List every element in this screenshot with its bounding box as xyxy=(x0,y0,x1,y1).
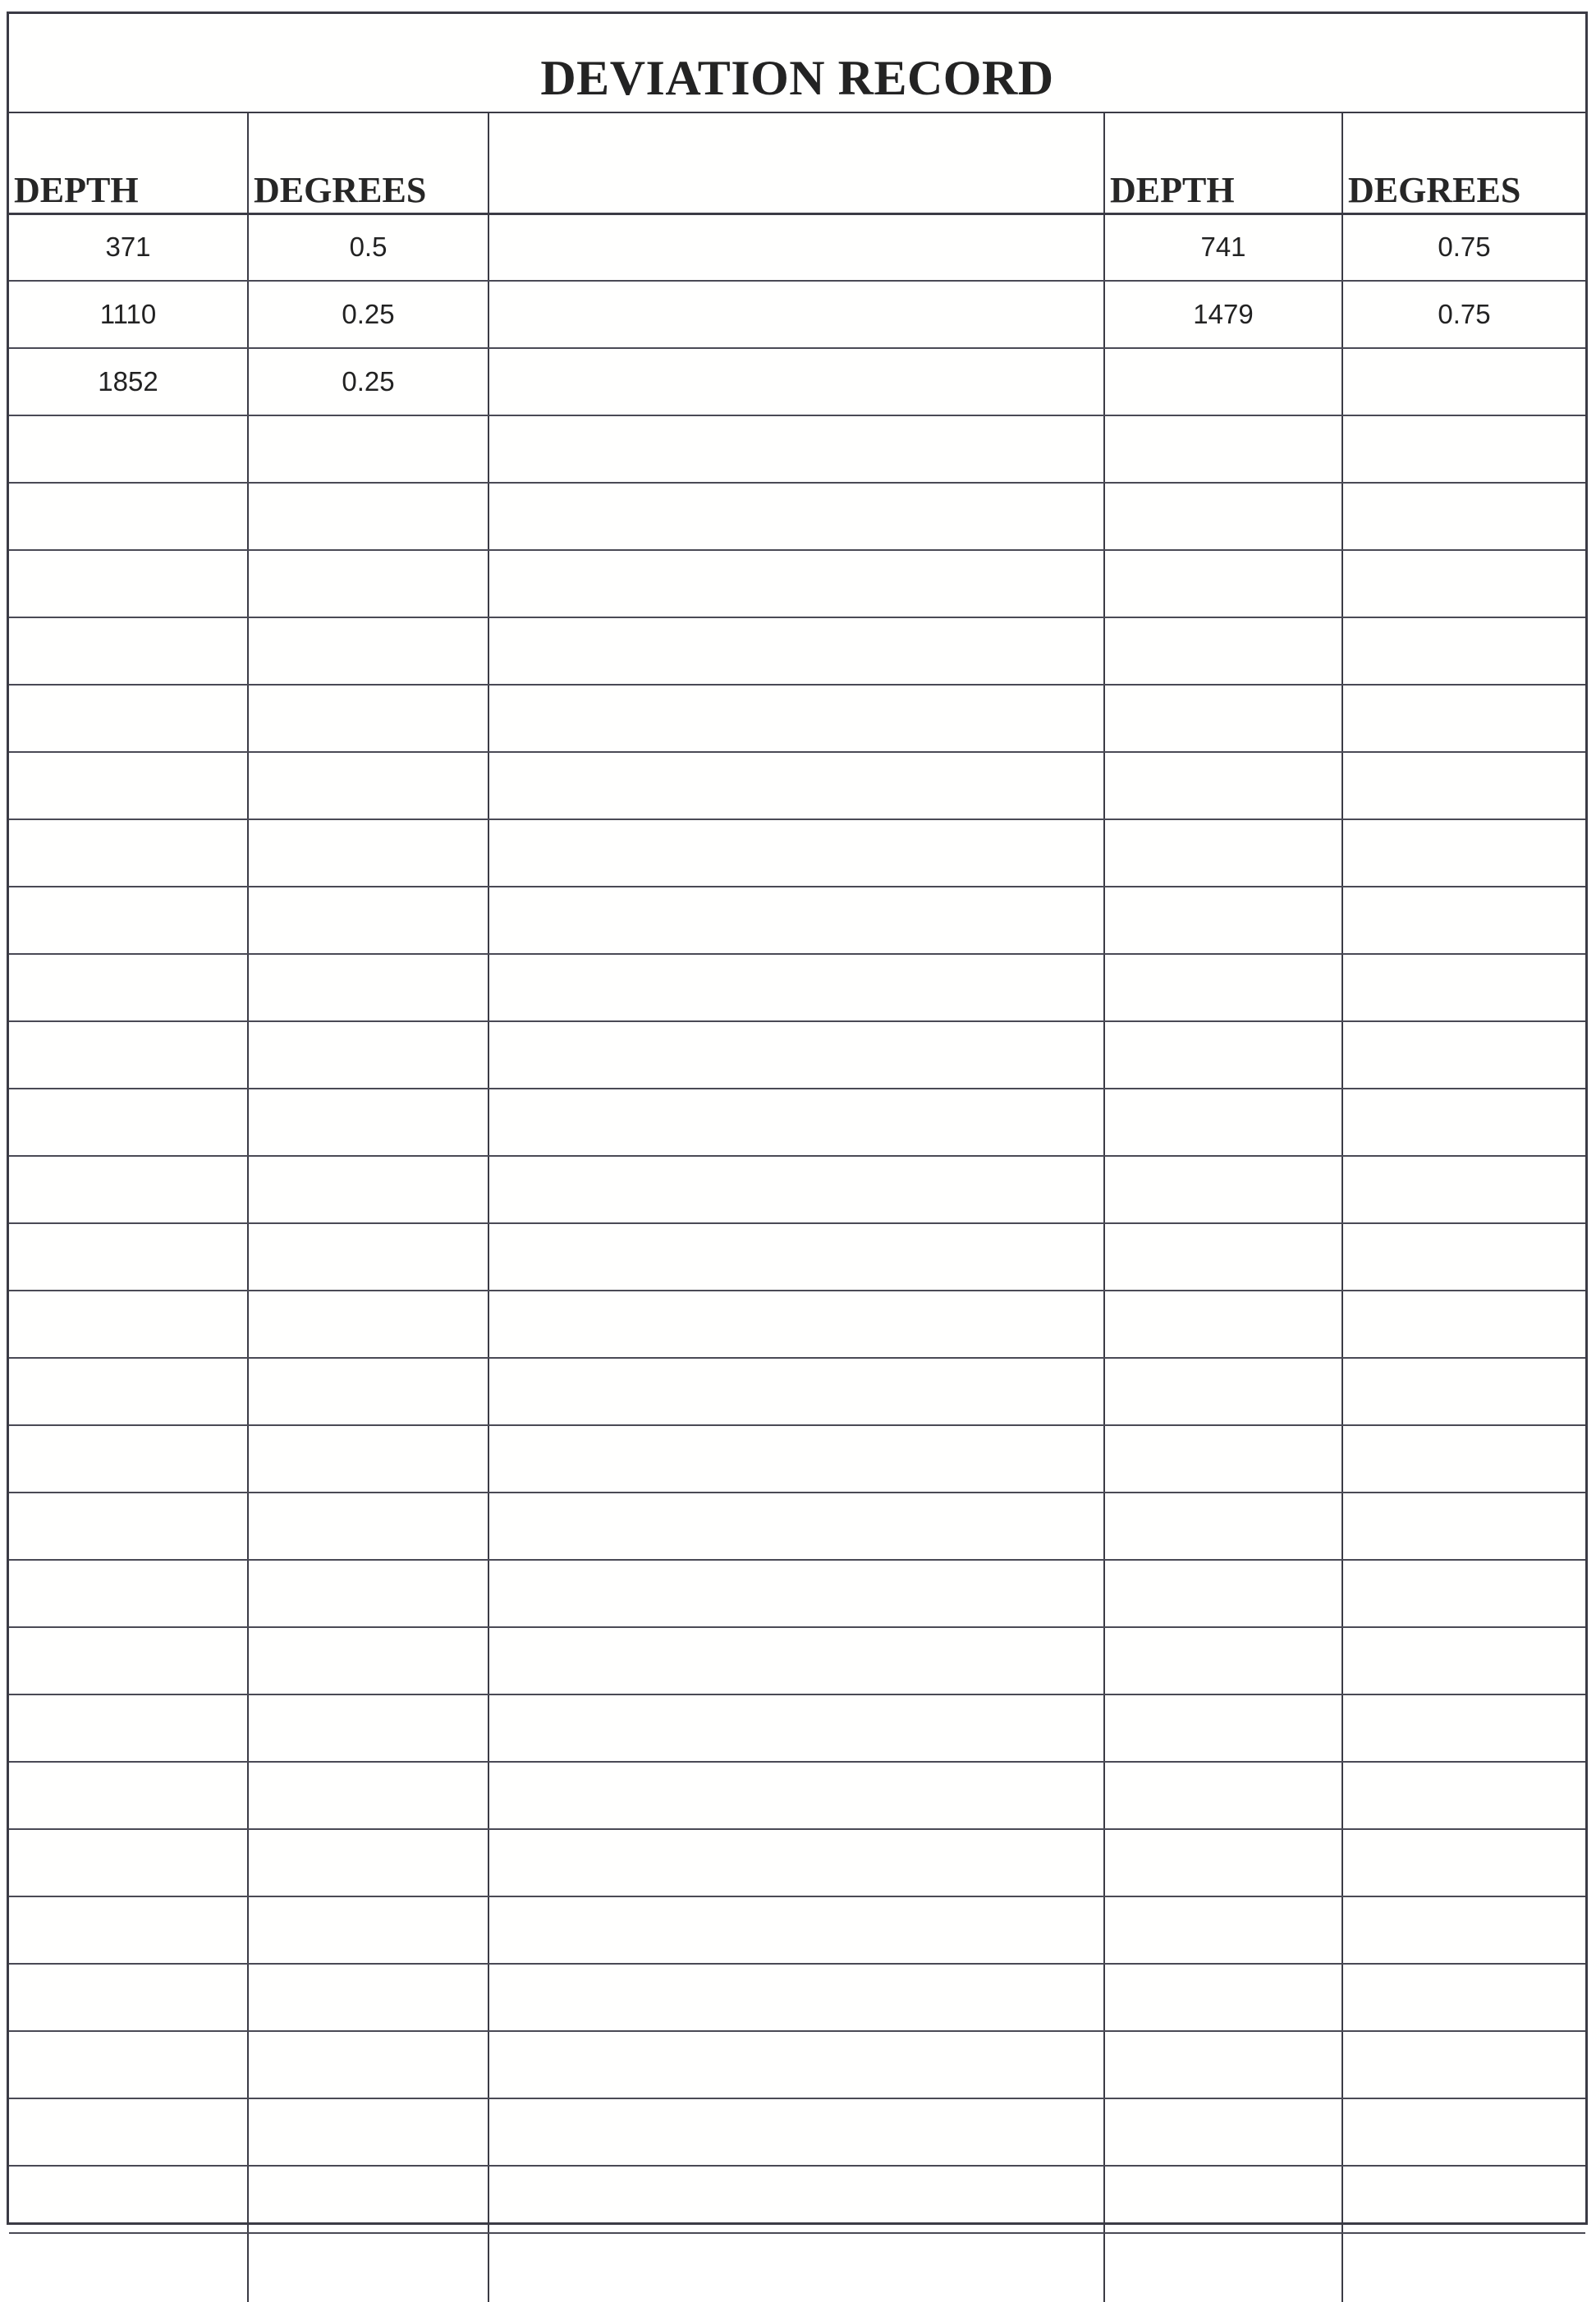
table-row xyxy=(9,2233,1585,2302)
table-row xyxy=(9,1964,1585,2031)
degrees-left-cell xyxy=(248,954,488,1021)
degrees-left-cell xyxy=(248,1223,488,1291)
degrees-right-cell xyxy=(1342,1762,1585,1829)
degrees-right-cell xyxy=(1342,1627,1585,1694)
middle-cell xyxy=(488,1223,1104,1291)
depth-left-cell xyxy=(9,1964,248,2031)
header-depth-left: DEPTH xyxy=(9,113,248,213)
depth-right-cell: 1479 xyxy=(1104,281,1342,348)
middle-cell xyxy=(488,1021,1104,1089)
degrees-left-cell: 0.25 xyxy=(248,348,488,415)
table-row xyxy=(9,1425,1585,1493)
depth-right-cell xyxy=(1104,2166,1342,2233)
depth-right-cell xyxy=(1104,1762,1342,1829)
depth-right-cell xyxy=(1104,550,1342,617)
middle-cell xyxy=(488,2031,1104,2098)
depth-right-cell xyxy=(1104,1694,1342,1762)
deviation-table xyxy=(9,113,1585,2302)
depth-right-cell xyxy=(1104,415,1342,483)
degrees-right-cell xyxy=(1342,1425,1585,1493)
depth-left-cell xyxy=(9,1089,248,1156)
depth-left-cell xyxy=(9,954,248,1021)
middle-cell xyxy=(488,954,1104,1021)
deviation-record-form xyxy=(7,11,1588,2225)
depth-right-cell xyxy=(1104,1089,1342,1156)
middle-cell xyxy=(488,348,1104,415)
depth-left-cell: 1110 xyxy=(9,281,248,348)
degrees-right-cell xyxy=(1342,1223,1585,1291)
table-row xyxy=(9,2098,1585,2166)
degrees-right-cell xyxy=(1342,1358,1585,1425)
depth-right-cell xyxy=(1104,1223,1342,1291)
middle-cell xyxy=(488,213,1104,281)
depth-left-cell xyxy=(9,1223,248,1291)
degrees-right-cell xyxy=(1342,1829,1585,1896)
table-row xyxy=(9,2031,1585,2098)
degrees-left-cell xyxy=(248,887,488,954)
table-row xyxy=(9,483,1585,550)
degrees-left-cell xyxy=(248,1021,488,1089)
middle-cell xyxy=(488,1291,1104,1358)
degrees-right-cell xyxy=(1342,1560,1585,1627)
degrees-right-cell xyxy=(1342,819,1585,887)
degrees-right-cell: 0.75 xyxy=(1342,281,1585,348)
degrees-left-cell xyxy=(248,1829,488,1896)
depth-left-cell xyxy=(9,1762,248,1829)
degrees-left-cell xyxy=(248,550,488,617)
depth-right-cell xyxy=(1104,1291,1342,1358)
table-row xyxy=(9,1291,1585,1358)
degrees-left-cell xyxy=(248,1896,488,1964)
depth-left-cell xyxy=(9,752,248,819)
degrees-left-cell xyxy=(248,2166,488,2233)
depth-left-cell xyxy=(9,415,248,483)
header-middle xyxy=(488,113,1104,213)
middle-cell xyxy=(488,685,1104,752)
degrees-right-cell xyxy=(1342,2031,1585,2098)
degrees-right-cell xyxy=(1342,1493,1585,1560)
middle-cell xyxy=(488,752,1104,819)
degrees-right-cell xyxy=(1342,2098,1585,2166)
middle-cell xyxy=(488,1156,1104,1223)
degrees-left-cell xyxy=(248,1762,488,1829)
degrees-right-cell xyxy=(1342,348,1585,415)
form-title: DEVIATION RECORD xyxy=(540,51,1054,105)
table-row xyxy=(9,1493,1585,1560)
table-row xyxy=(9,887,1585,954)
depth-right-cell xyxy=(1104,752,1342,819)
table-row xyxy=(9,415,1585,483)
degrees-left-cell xyxy=(248,1358,488,1425)
depth-left-cell xyxy=(9,2098,248,2166)
middle-cell xyxy=(488,1694,1104,1762)
depth-right-cell: 741 xyxy=(1104,213,1342,281)
degrees-right-cell xyxy=(1342,2233,1585,2302)
degrees-right-cell xyxy=(1342,550,1585,617)
middle-cell xyxy=(488,819,1104,887)
table-row xyxy=(9,1223,1585,1291)
depth-left-cell xyxy=(9,1021,248,1089)
degrees-left-cell xyxy=(248,1089,488,1156)
table-row xyxy=(9,213,1585,281)
depth-right-cell xyxy=(1104,1896,1342,1964)
table-row xyxy=(9,954,1585,1021)
depth-left-cell xyxy=(9,2166,248,2233)
middle-cell xyxy=(488,281,1104,348)
table-row xyxy=(9,1829,1585,1896)
depth-left-cell xyxy=(9,2233,248,2302)
depth-right-cell xyxy=(1104,1358,1342,1425)
depth-right-cell xyxy=(1104,819,1342,887)
depth-right-cell xyxy=(1104,2233,1342,2302)
degrees-right-cell xyxy=(1342,752,1585,819)
degrees-right-cell xyxy=(1342,685,1585,752)
table-row xyxy=(9,1560,1585,1627)
table-row xyxy=(9,1021,1585,1089)
depth-right-cell xyxy=(1104,348,1342,415)
depth-left-cell: 1852 xyxy=(9,348,248,415)
depth-right-cell xyxy=(1104,1627,1342,1694)
degrees-right-cell xyxy=(1342,2166,1585,2233)
header-row xyxy=(9,113,1585,213)
middle-cell xyxy=(488,2233,1104,2302)
middle-cell xyxy=(488,1493,1104,1560)
middle-cell xyxy=(488,1560,1104,1627)
depth-right-cell xyxy=(1104,1493,1342,1560)
degrees-left-cell xyxy=(248,685,488,752)
depth-right-cell xyxy=(1104,1425,1342,1493)
depth-left-cell xyxy=(9,1493,248,1560)
degrees-right-cell xyxy=(1342,483,1585,550)
depth-left-cell: 371 xyxy=(9,213,248,281)
depth-right-cell xyxy=(1104,2098,1342,2166)
depth-left-cell xyxy=(9,819,248,887)
depth-left-cell xyxy=(9,1291,248,1358)
degrees-left-cell xyxy=(248,1964,488,2031)
middle-cell xyxy=(488,483,1104,550)
depth-right-cell xyxy=(1104,617,1342,685)
degrees-left-cell xyxy=(248,1493,488,1560)
depth-right-cell xyxy=(1104,887,1342,954)
table-row xyxy=(9,1627,1585,1694)
depth-left-cell xyxy=(9,685,248,752)
degrees-left-cell xyxy=(248,1425,488,1493)
header-depth-right: DEPTH xyxy=(1104,113,1342,213)
table-row xyxy=(9,685,1585,752)
middle-cell xyxy=(488,1896,1104,1964)
degrees-left-cell xyxy=(248,2031,488,2098)
degrees-left-cell: 0.5 xyxy=(248,213,488,281)
middle-cell xyxy=(488,1358,1104,1425)
degrees-right-cell xyxy=(1342,1291,1585,1358)
degrees-left-cell xyxy=(248,1694,488,1762)
middle-cell xyxy=(488,550,1104,617)
table-row xyxy=(9,550,1585,617)
header-degrees-left: DEGREES xyxy=(248,113,488,213)
degrees-right-cell xyxy=(1342,617,1585,685)
table-row xyxy=(9,2166,1585,2233)
depth-left-cell xyxy=(9,1829,248,1896)
depth-right-cell xyxy=(1104,1021,1342,1089)
depth-left-cell xyxy=(9,483,248,550)
degrees-right-cell xyxy=(1342,415,1585,483)
degrees-left-cell xyxy=(248,1627,488,1694)
degrees-left-cell xyxy=(248,1560,488,1627)
degrees-left-cell xyxy=(248,415,488,483)
depth-right-cell xyxy=(1104,1829,1342,1896)
table-row xyxy=(9,1762,1585,1829)
middle-cell xyxy=(488,1425,1104,1493)
middle-cell xyxy=(488,415,1104,483)
depth-left-cell xyxy=(9,1896,248,1964)
degrees-left-cell xyxy=(248,819,488,887)
degrees-left-cell xyxy=(248,2098,488,2166)
table-row xyxy=(9,1156,1585,1223)
depth-left-cell xyxy=(9,1156,248,1223)
depth-left-cell xyxy=(9,617,248,685)
depth-left-cell xyxy=(9,1694,248,1762)
depth-left-cell xyxy=(9,1560,248,1627)
degrees-right-cell: 0.75 xyxy=(1342,213,1585,281)
degrees-right-cell xyxy=(1342,1021,1585,1089)
degrees-left-cell xyxy=(248,1291,488,1358)
degrees-left-cell xyxy=(248,2233,488,2302)
depth-left-cell xyxy=(9,550,248,617)
table-row xyxy=(9,819,1585,887)
degrees-left-cell xyxy=(248,617,488,685)
middle-cell xyxy=(488,1627,1104,1694)
middle-cell xyxy=(488,2098,1104,2166)
middle-cell xyxy=(488,887,1104,954)
depth-right-cell xyxy=(1104,483,1342,550)
degrees-right-cell xyxy=(1342,1089,1585,1156)
middle-cell xyxy=(488,1829,1104,1896)
depth-right-cell xyxy=(1104,2031,1342,2098)
degrees-left-cell xyxy=(248,1156,488,1223)
degrees-left-cell xyxy=(248,483,488,550)
degrees-left-cell xyxy=(248,752,488,819)
depth-right-cell xyxy=(1104,1560,1342,1627)
depth-left-cell xyxy=(9,1358,248,1425)
table-row xyxy=(9,281,1585,348)
middle-cell xyxy=(488,2166,1104,2233)
degrees-right-cell xyxy=(1342,1156,1585,1223)
depth-left-cell xyxy=(9,2031,248,2098)
depth-left-cell xyxy=(9,1627,248,1694)
degrees-right-cell xyxy=(1342,1964,1585,2031)
middle-cell xyxy=(488,1089,1104,1156)
table-row xyxy=(9,617,1585,685)
header-degrees-right: DEGREES xyxy=(1342,113,1585,213)
degrees-right-cell xyxy=(1342,954,1585,1021)
depth-right-cell xyxy=(1104,1964,1342,2031)
title-bar xyxy=(9,14,1585,113)
depth-left-cell xyxy=(9,887,248,954)
table-row xyxy=(9,752,1585,819)
depth-right-cell xyxy=(1104,954,1342,1021)
middle-cell xyxy=(488,617,1104,685)
table-row xyxy=(9,1896,1585,1964)
degrees-right-cell xyxy=(1342,1896,1585,1964)
depth-left-cell xyxy=(9,1425,248,1493)
depth-right-cell xyxy=(1104,685,1342,752)
degrees-right-cell xyxy=(1342,887,1585,954)
table-row xyxy=(9,348,1585,415)
middle-cell xyxy=(488,1762,1104,1829)
degrees-right-cell xyxy=(1342,1694,1585,1762)
degrees-left-cell: 0.25 xyxy=(248,281,488,348)
middle-cell xyxy=(488,1964,1104,2031)
table-row xyxy=(9,1089,1585,1156)
table-row xyxy=(9,1694,1585,1762)
table-row xyxy=(9,1358,1585,1425)
table-body xyxy=(9,213,1585,2302)
depth-right-cell xyxy=(1104,1156,1342,1223)
